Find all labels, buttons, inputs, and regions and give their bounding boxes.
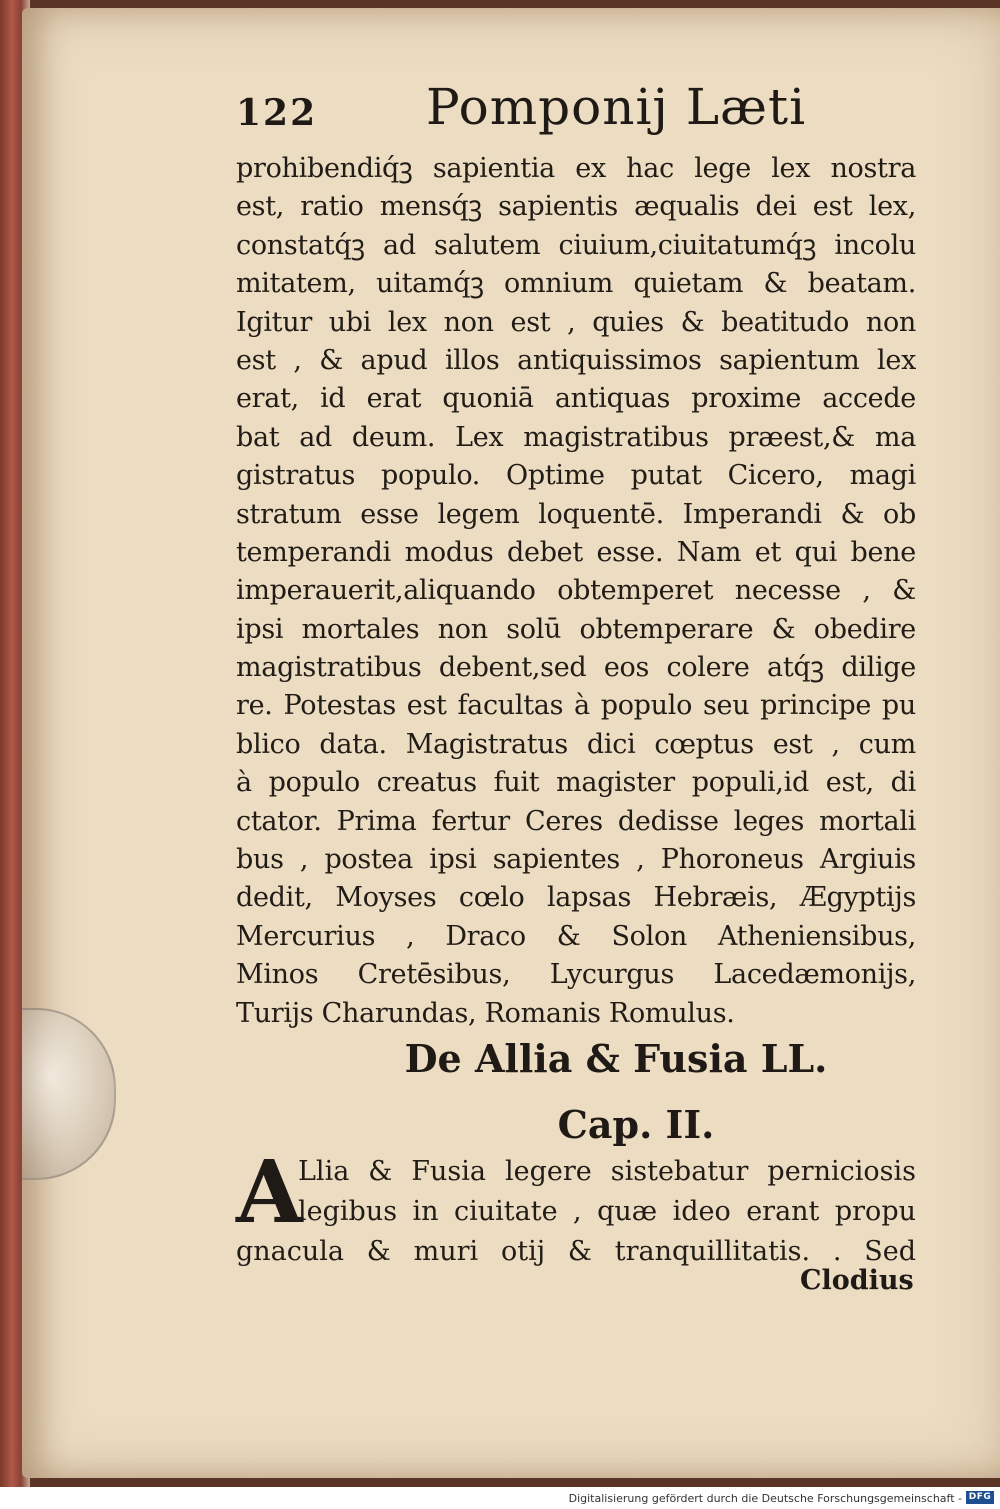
text-line: Igitur ubi lex non est , quies & beatitudo non — [236, 306, 916, 338]
text-line: ipsi mortales non solū obtemperare & obedire — [236, 613, 916, 645]
chapter-text — [236, 1142, 916, 1272]
text-line: legibus in ciuitate , quæ ideo erant propu — [298, 1196, 916, 1227]
text-line: gnacula & muri otij & tranquillitatis. . Sed — [236, 1236, 916, 1267]
text-line: constatq́ꝫ ad salutem ciuium,ciuitatumq́ꝫ incolu — [236, 229, 916, 261]
catchword: Clodius — [800, 1265, 914, 1296]
funding-credit: Digitalisierung gefördert durch die Deutsche Forschungsgemeinschaft - — [568, 1492, 962, 1505]
text-line: erat, id erat quoniā antiquas proxime accede — [236, 383, 916, 415]
text-line: est, ratio mensq́ꝫ sapientis æqualis dei est lex, — [236, 191, 916, 223]
dfg-logo: DFG — [966, 1491, 994, 1504]
text-line: prohibendiq́ꝫ sapientia ex hac lege lex nostra — [236, 153, 916, 184]
text-line: ctator. Prima fertur Ceres dedisse leges mortali — [236, 805, 916, 837]
running-head — [236, 78, 936, 148]
text-line: Turijs Charundas, Romanis Romulus. — [236, 997, 735, 1029]
footer-bar — [0, 1487, 1000, 1509]
text-line: Llia & Fusia legere sistebatur perniciosis — [298, 1156, 916, 1187]
section-heading: De Allia & Fusia LL. — [404, 1036, 828, 1081]
text-line: bus , postea ipsi sapientes , Phoroneus Argiuis — [236, 844, 916, 876]
text-line: bat ad deum. Lex magistratibus præest,& ma — [236, 421, 916, 453]
running-head-title: Pomponij Læti — [426, 78, 807, 136]
text-line: est , & apud illos antiquissimos sapientum lex — [236, 344, 916, 376]
text-line: stratum esse legem loquentē. Imperandi & ob — [236, 498, 916, 530]
page-clip-holder — [22, 1008, 116, 1180]
text-line: à populo creatus fuit magister populi,id est, di — [236, 767, 916, 799]
text-line: temperandi modus debet esse. Nam et qui bene — [236, 536, 916, 568]
text-line: Mercurius , Draco & Solon Atheniensibus, — [236, 920, 916, 952]
body-text — [236, 150, 916, 1033]
text-line: dedit, Moyses cœlo lapsas Hebræis, Ægyptijs — [236, 882, 916, 914]
text-line: mitatem, uitamq́ꝫ omnium quietam & beatam. — [236, 268, 916, 300]
drop-cap-initial: A — [236, 1142, 303, 1243]
chapter-heading: Cap. II. — [557, 1102, 715, 1147]
page-number: 122 — [236, 92, 318, 134]
text-line: re. Potestas est facultas à populo seu principe pu — [236, 690, 916, 722]
text-line: magistratibus debent,sed eos colere atq́ꝫ dilige — [236, 652, 916, 684]
text-line: blico data. Magistratus dici cœptus est , cum — [236, 728, 916, 760]
text-line: gistratus populo. Optime putat Cicero, magi — [236, 460, 916, 492]
text-line: imperauerit,aliquando obtemperet necesse , & — [236, 575, 916, 607]
text-line: Minos Cretēsibus, Lycurgus Lacedæmonijs, — [236, 959, 916, 991]
